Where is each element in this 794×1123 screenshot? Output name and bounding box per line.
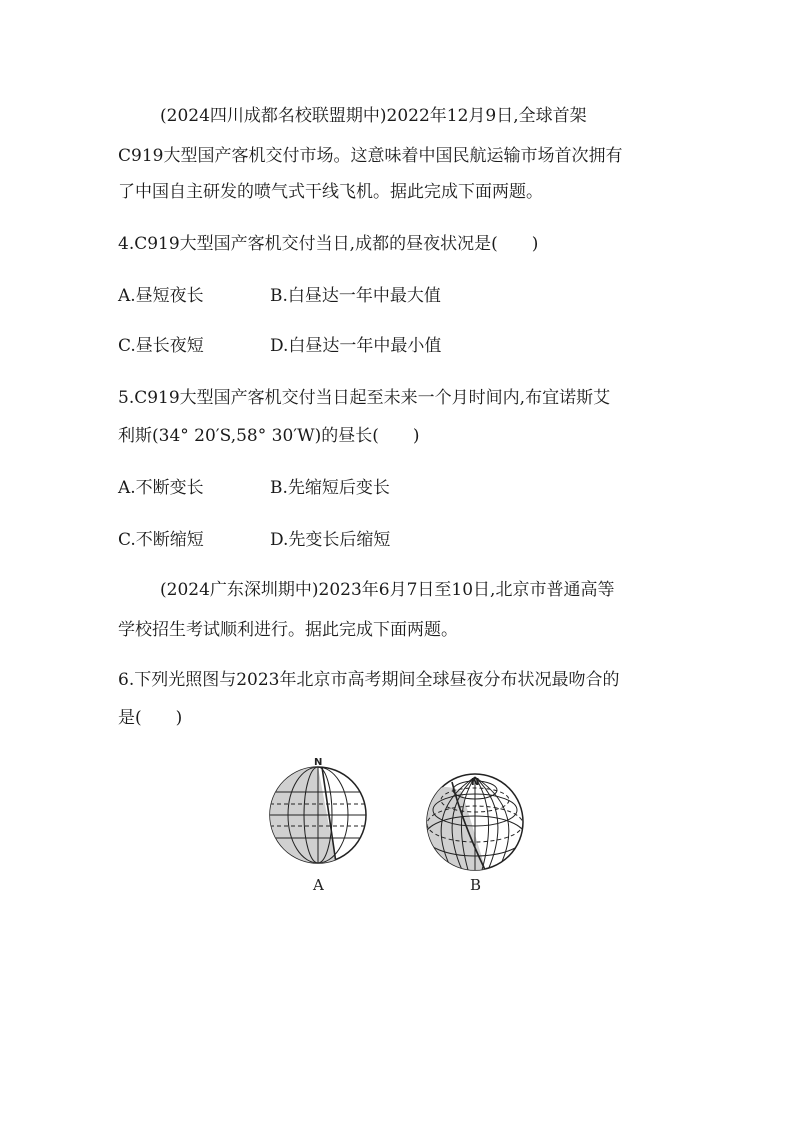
globe-a[interactable] (270, 757, 366, 894)
q4-option-a[interactable]: A.昼短夜长 (118, 286, 204, 306)
q4-option-b[interactable]: B.白昼达一年中最大值 (270, 286, 441, 306)
passage2-line2: 学校招生考试顺利进行。据此完成下面两题。 (118, 620, 458, 640)
q6-stem-line2: 是( ) (118, 708, 183, 728)
q5-option-c[interactable]: C.不断缩短 (118, 530, 204, 550)
passage2-line1: (2024广东深圳期中)2023年6月7日至10日,北京市普通高等 (160, 580, 615, 600)
globe-b-label: B (470, 876, 482, 894)
q5-stem-line2: 利斯(34° 20′S,58° 30′W)的昼长( ) (118, 426, 420, 446)
q5-option-b[interactable]: B.先缩短后变长 (270, 478, 390, 498)
passage1-line1: (2024四川成都名校联盟期中)2022年12月9日,全球首架 (160, 106, 587, 126)
globe-b-north-label: N (471, 777, 480, 788)
globe-b[interactable] (425, 774, 525, 894)
q4-option-d[interactable]: D.白昼达一年中最小值 (270, 336, 442, 356)
q5-option-a[interactable]: A.不断变长 (118, 478, 204, 498)
q6-stem-line1: 6.下列光照图与2023年北京市高考期间全球昼夜分布状况最吻合的 (118, 670, 620, 690)
q4-stem: 4.C919大型国产客机交付当日,成都的昼夜状况是( ) (118, 234, 539, 254)
globe-a-north-label: N (314, 757, 323, 768)
q4-option-c[interactable]: C.昼长夜短 (118, 336, 204, 356)
passage1-line3: 了中国自主研发的喷气式干线飞机。据此完成下面两题。 (118, 182, 543, 202)
q5-option-d[interactable]: D.先变长后缩短 (270, 530, 391, 550)
globe-a-label: A (313, 876, 324, 894)
q5-stem-line1: 5.C919大型国产客机交付当日起至未来一个月时间内,布宜诺斯艾 (118, 388, 611, 408)
illumination-figure (262, 752, 532, 902)
passage1-line2: C919大型国产客机交付市场。这意味着中国民航运输市场首次拥有 (118, 146, 623, 166)
